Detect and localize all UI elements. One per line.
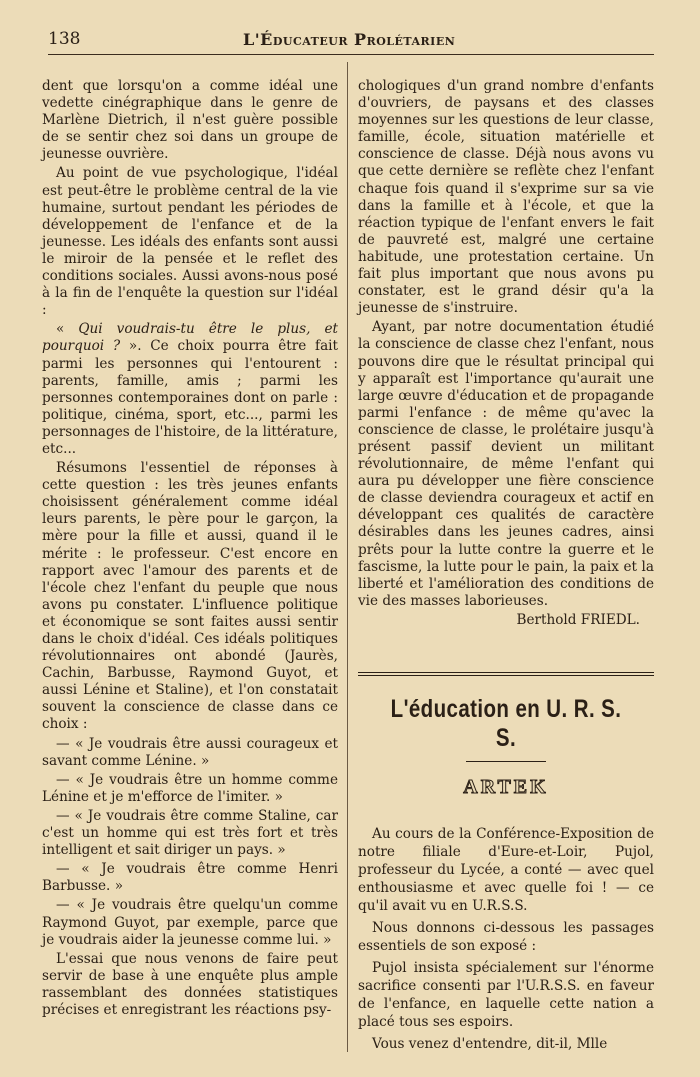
paragraph: Pujol insista spécialement sur l'énorme sacrifice consenti par l'U.R.S.S. en faveur de l'enfance, en laquelle cette nation a placé tous ses espoirs. bbox=[358, 960, 654, 1030]
paragraph: « Qui voudrais-tu être le plus, et pourquoi ? ». Ce choix pourra être fait parmi les personnes qui l'entourent : parents, famille, amis ; parmi les personnes contemporaines dont on parle : politique, cinéma, sport, etc..., parmi les personnages de l'histoire, de la littérature, etc... bbox=[42, 321, 338, 457]
paragraph: L'essai que nous venons de faire peut servir de base à une enquête plus ample rassemblant des données statistiques précises et enregistrant les réactions psy- bbox=[42, 950, 338, 1018]
paragraph: Au point de vue psychologique, l'idéal est peut-être le problème central de la vie humaine, surtout pendant les périodes de développement de l'enfance et de la jeunesse. Les idéals des enfants sont aussi le miroir de la pensée et le reflet des conditions sociales. Aussi avons-nous posé à la fin de l'enquête la question sur l'idéal : bbox=[42, 165, 338, 319]
quote-item: — « Je voudrais être un homme comme Lénine et je m'efforce de l'imiter. » bbox=[42, 771, 338, 805]
paragraph-continuation: . Ce choix pourra être fait parmi les personnes qui l'entourent : parents, famille, amis ; parmi les personnes contemporaines dont on parle : politique, cinéma, sport, etc..., parmi les personnages de l'histoire, de la littérature, etc... bbox=[42, 338, 338, 457]
right-column bbox=[358, 78, 654, 631]
section-body bbox=[358, 825, 654, 1053]
page-number: 138 bbox=[48, 29, 81, 49]
quote-item: — « Je voudrais être comme Henri Barbusse. » bbox=[42, 861, 338, 895]
paragraph: Vous venez d'entendre, dit-il, Mlle bbox=[372, 1036, 608, 1052]
author-signature: Berthold FRIEDL. bbox=[516, 611, 640, 628]
quoted-question: Qui voudrais-tu être le plus, et pourquoi ? bbox=[42, 321, 338, 355]
quote-item: — « Je voudrais être quelqu'un comme Raymond Guyot, par exemple, parce que je voudrais aider la jeunesse comme lui. » bbox=[42, 897, 338, 948]
section-subtitle: ARTEK bbox=[463, 776, 549, 798]
left-column bbox=[42, 78, 338, 1021]
paragraph: chologiques d'un grand nombre d'enfants d'ouvriers, de paysans et des classes moyennes sur les questions de leur classe, famille, école, situation matérielle et conscience de classe. Déjà nous avons vu que cette dernière se reflète chez l'enfant chaque fois quand il s'exprime sur sa vie dans la famille et à l'école, et que la réaction typique de l'enfant envers le fait de pauvreté est, malgré une certaine habitude, une protestation certaine. Un fait plus important que nous avons pu constater, est le grand désir qu'a la jeunesse de s'instruire. bbox=[358, 78, 654, 317]
column-divider bbox=[347, 62, 348, 1052]
title-underline bbox=[466, 761, 546, 762]
journal-title: L'Éducateur Prolétarien bbox=[243, 30, 456, 49]
paragraph: Ayant, par notre documentation étudié la conscience de classe chez l'enfant, nous pouvons dire que le résultat principal qui y apparaît est l'importance qu'aurait une large œuvre d'éducation et de propagande parmi l'enfance : de même qu'avec la conscience de classe, le prolétaire jusqu'à présent passif devient un militant révolutionnaire, de même l'enfant qui aura pu développer une fière conscience de classe deviendra courageux et actif en développant ces qualités de caractère désirables dans les jeunes cadres, ainsi prêts pour la lutte contre la guerre et le fascisme, la lutte pour le pain, la paix et la liberté et l'amélioration des conditions de vie des masses laborieuses. bbox=[358, 319, 654, 609]
section-rule bbox=[358, 672, 654, 679]
paragraph: Nous donnons ci-dessous les passages essentiels de son exposé : bbox=[358, 920, 654, 954]
paragraph: dent que lorsqu'on a comme idéal une vedette cinégraphique dans le genre de Marlène Dietrich, il n'est guère possible de se sentir chez soi dans un groupe de jeunesse ouvrière. bbox=[42, 78, 338, 163]
paragraph: Résumons l'essentiel de réponses à cette question : les très jeunes enfants choisissent généralement comme idéal leurs parents, le père pour le garçon, la mère pour la fille et aussi, quand il le mérite : le professeur. C'est encore en rapport avec l'amour des parents et de l'école chez l'enfant du peuple que nous avons pu constater. L'influence politique et économique se sont faites aussi sentir dans le choix d'idéal. Ces idéals politiques révolutionnaires ont abondé (Jaurès, Cachin, Barbusse, Raymond Guyot, et aussi Lénine et Staline), et l'on constatait souvent la conscience de classe dans ce choix : bbox=[42, 460, 338, 733]
quote-item: — « Je voudrais être aussi courageux et savant comme Lénine. » bbox=[42, 735, 338, 769]
quote-item: — « Je voudrais être comme Staline, car c'est un homme qui est très fort et très intelligent et sait diriger un pays. » bbox=[42, 807, 338, 859]
section-title: L'éducation en U. R. S. S. bbox=[390, 695, 622, 752]
page-header bbox=[48, 26, 654, 55]
paragraph: Au cours de la Conférence-Exposition de notre filiale d'Eure-et-Loir, Pujol, professeur du Lycée, a conté — avec quel enthousiasme et avec quelle foi ! — ce qu'il avait vu en U.R.S.S. bbox=[358, 826, 654, 914]
article-section bbox=[358, 672, 654, 1057]
